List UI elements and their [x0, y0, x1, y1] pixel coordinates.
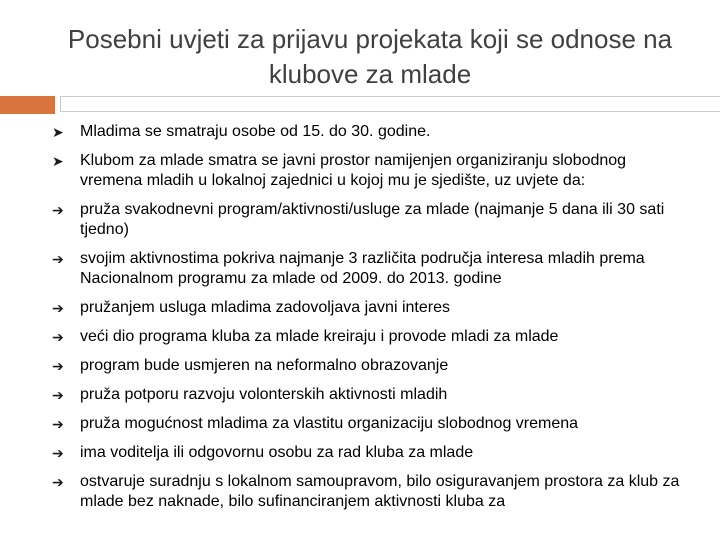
- title-divider: [0, 96, 720, 114]
- arrow-icon: ➔: [52, 300, 64, 316]
- arrow-icon: ➔: [52, 329, 64, 345]
- list-item-text: Mladima se smatraju osobe od 15. do 30. godine.: [80, 123, 431, 140]
- list-item-text: Klubom za mlade smatra se javni prostor namijenjen organiziranju slobodnog vremena mladih u lokalnoj zajednici u kojoj mu je sjedište, uz uvjete da:: [80, 152, 627, 189]
- list-item: [40, 472, 690, 512]
- list-item: [40, 249, 690, 289]
- accent-bar: [0, 96, 55, 114]
- list-item-text: ostvaruje suradnju s lokalnom samoupravom, bilo osiguravanjem prostora za klub za mlade bez naknade, bilo sufinanciranjem aktivnosti kluba za: [80, 473, 680, 510]
- list-item: [40, 327, 690, 347]
- list-item-text: pružanjem usluga mladima zadovoljava javni interes: [80, 299, 450, 316]
- list-item: [40, 443, 690, 463]
- list-item-text: svojim aktivnostima pokriva najmanje 3 različita područja interesa mladih prema Nacionalnom programu za mlade od 2009. do 2013. godine: [80, 250, 645, 287]
- list-item: [40, 122, 690, 142]
- list-item-text: ima voditelja ili odgovornu osobu za rad kluba za mlade: [80, 444, 474, 461]
- arrow-icon: ➔: [52, 387, 64, 403]
- bullet-list: [40, 122, 690, 512]
- list-item: [40, 298, 690, 318]
- list-item: [40, 385, 690, 405]
- list-item-text: program bude usmjeren na neformalno obrazovanje: [80, 357, 449, 374]
- page-title: Posebni uvjeti za prijavu projekata koji se odnose na klubove za mlade: [67, 24, 673, 89]
- arrowhead-icon: ➤: [52, 153, 64, 169]
- list-item-text: pruža potporu razvoju volonterskih aktivnosti mladih: [80, 386, 448, 403]
- divider-rule: [60, 96, 720, 112]
- arrow-icon: ➔: [52, 416, 64, 432]
- list-item: [40, 200, 690, 240]
- arrow-icon: ➔: [52, 445, 64, 461]
- list-item: [40, 414, 690, 434]
- list-item-text: veći dio programa kluba za mlade kreiraju i provode mladi za mlade: [80, 328, 559, 345]
- arrow-icon: ➔: [52, 251, 64, 267]
- list-item: [40, 356, 690, 376]
- arrowhead-icon: ➤: [52, 124, 64, 140]
- arrow-icon: ➔: [52, 202, 64, 218]
- list-item: [40, 151, 690, 191]
- arrow-icon: ➔: [52, 358, 64, 374]
- list-item-text: pruža mogućnost mladima za vlastitu organizaciju slobodnog vremena: [80, 415, 579, 432]
- list-item-text: pruža svakodnevni program/aktivnosti/usluge za mlade (najmanje 5 dana ili 30 sati tjedno): [80, 201, 665, 238]
- arrow-icon: ➔: [52, 474, 64, 490]
